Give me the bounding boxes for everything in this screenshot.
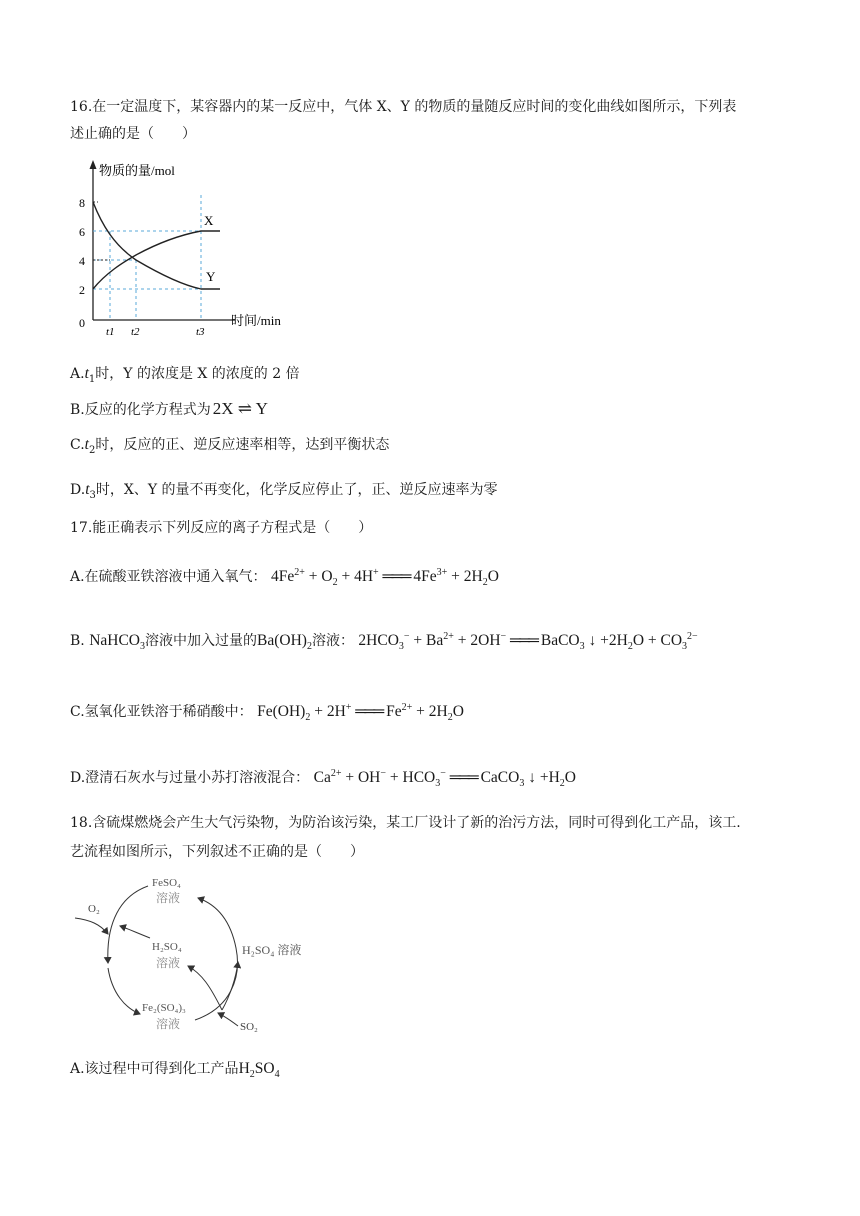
label-h2so4-right: H₂SO₄ 溶液 (242, 943, 302, 957)
q18-process-cycle-diagram (70, 868, 340, 1038)
arrow-feso4-down (108, 886, 148, 963)
xtick-t3: t3 (196, 326, 205, 338)
ytick-4: 4 (79, 254, 85, 268)
q16-stem-line2: 述止确的是（ ） (70, 126, 196, 142)
label-feso4-sub: 溶液 (156, 891, 181, 905)
q16-option-a: $A.t_1$时，Y 的浓度是 X 的浓度的 2 倍 (70, 365, 300, 385)
q16-stem-line1: 16.在一定温度下，某容器内的某一反应中，气体 X、Y 的物质的量随反应时间的变化曲线如图所示，下列表 (70, 99, 737, 115)
label-fe2so43-sub: 溶液 (156, 1017, 181, 1031)
label-h2so4-mid: H₂SO₄ (152, 941, 182, 953)
q17-option-d: D.澄清石灰水与过量小苏打溶液混合： $Ca^{2+} + OH^- + HCO_3^-$ ═══ CaCO$_3$ ↓ $+H_2O$ (70, 768, 576, 790)
q17-option-a: A.在硫酸亚铁溶液中通入氧气： $4Fe^{2+} + O_2 + 4H^+$ ═══ $4Fe^{3+} + 2H_2O$ (70, 567, 499, 589)
ytick-6: 6 (79, 225, 85, 239)
q18-option-a: A.该过程中可得到化工产品$H_2SO_4$ (70, 1060, 280, 1081)
y-axis-label: 物质的量/mol (99, 163, 175, 178)
arrow-h2so4-left (120, 926, 150, 938)
arrow-to-h2so4-right (222, 962, 238, 1010)
guide-lines (93, 195, 201, 320)
label-fe2so43: Fe₂(SO₄)₃ (142, 1002, 186, 1014)
arrow-to-fe2so43 (108, 968, 140, 1014)
q16-option-b: B.反应的化学方程式为 2X ⇌ Y (70, 399, 268, 418)
q18-stem-line1: 18.含硫煤燃烧会产生大气污染物，为防治该污染，某工厂设计了新的治污方法，同时可得到化工产品，该工. (70, 815, 741, 831)
label-x: X (204, 213, 214, 228)
label-so2: SO₂ (240, 1021, 258, 1033)
ytick-8: 8 (79, 196, 85, 210)
y-axis-arrow (90, 160, 97, 169)
q16-option-c: $C.t_2$时，反应的正、逆反应速率相等，达到平衡状态 (70, 436, 390, 456)
label-y: Y (206, 269, 216, 284)
arrow-up-to-feso4 (195, 898, 237, 1020)
q18-stem-line2: 艺流程如图所示，下列叙述不正确的是（ ） (70, 844, 364, 860)
xtick-t2: t2 (131, 326, 140, 338)
q16-option-d: $D.t_3$时，X、Y 的量不再变化，化学反应停止了，正、逆反应速率为零 (70, 481, 498, 501)
ytick-2: 2 (79, 283, 85, 297)
arrow-so2-in (218, 1013, 238, 1026)
label-o2: O₂ (88, 903, 100, 915)
q17-stem: 17.能正确表示下列反应的离子方程式是（ ） (70, 520, 373, 536)
x-axis-label: 时间/min (231, 313, 281, 328)
arrow-to-h2so4-mid (188, 966, 222, 1010)
ytick-0: 0 (79, 316, 85, 330)
label-feso4: FeSO₄ (152, 877, 181, 889)
xtick-t1: t1 (106, 326, 115, 338)
q16-mole-time-graph (70, 155, 320, 345)
q17-option-c: C.氢氧化亚铁溶于稀硝酸中： $Fe(OH)_2 + 2H^+$ ═══ $Fe^{2+} + 2H_2O$ (70, 702, 464, 724)
arrow-o2-in (75, 918, 108, 934)
label-h2so4-mid-sub: 溶液 (156, 956, 181, 970)
q17-option-b: B. NaHCO$_3$溶液中加入过量的$Ba(OH)_2$溶液： $2HCO_3^- + Ba^{2+} + 2OH^-$ ═══ BaCO$_3$ ↓ $+2H_2O + CO_3^{2-}$ (70, 631, 698, 653)
